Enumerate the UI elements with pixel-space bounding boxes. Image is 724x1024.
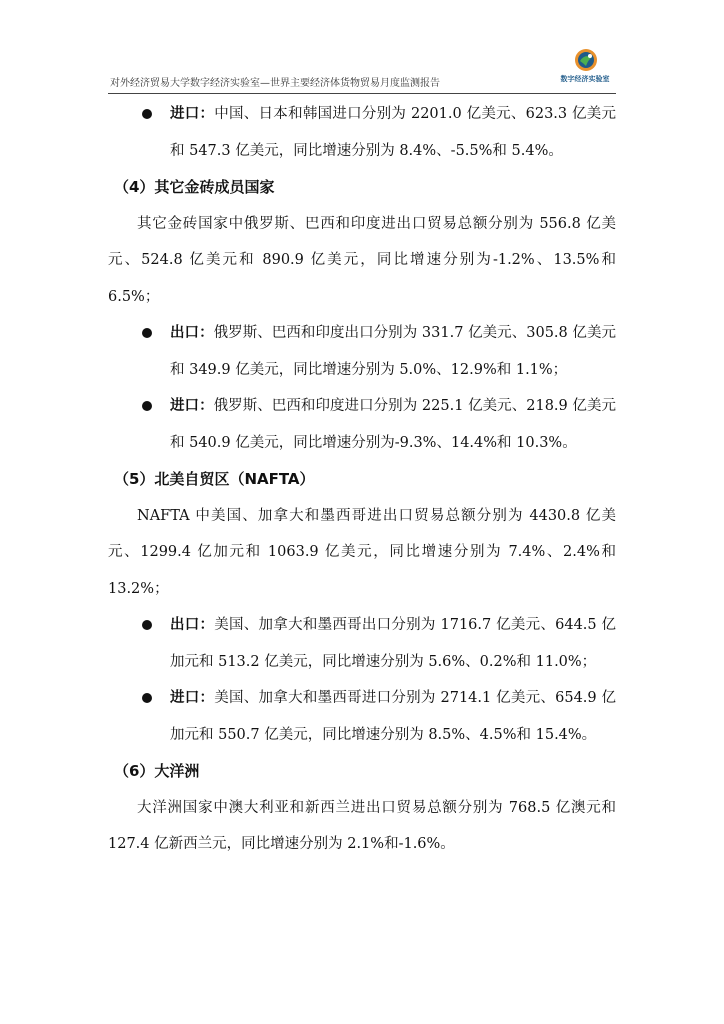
- bullet-text: 俄罗斯、巴西和印度出口分别为 331.7 亿美元、305.8 亿美元和 349.9 亿美元，同比增速分别为 5.0%、12.9%和 1.1%；: [170, 325, 616, 378]
- section-heading-brics: （4）其它金砖成员国家: [114, 178, 275, 196]
- lab-logo: [560, 48, 610, 92]
- bullet-import-brics: [108, 388, 616, 461]
- globe-logo-icon: [574, 48, 598, 72]
- document-body: [108, 96, 616, 863]
- bullet-label: 出口：: [170, 617, 215, 633]
- bullet-import-nafta: [108, 680, 616, 753]
- bullet-label: 进口：: [170, 398, 214, 414]
- bullet-dot-icon: [142, 109, 152, 119]
- paragraph-oceania-total: 大洋洲国家中澳大利亚和新西兰进出口贸易总额分别为 768.5 亿澳元和 127.4 亿新西兰元，同比增速分别为 2.1%和-1.6%。: [108, 799, 616, 852]
- bullet-label: 进口：: [170, 106, 215, 122]
- paragraph-nafta-total: NAFTA 中美国、加拿大和墨西哥进出口贸易总额分别为 4430.8 亿美元、1299.4 亿加元和 1063.9 亿美元，同比增速分别为 7.4%、2.4%和 13.2%；: [108, 507, 616, 597]
- section-heading-oceania: （6）大洋洲: [114, 762, 200, 780]
- bullet-text: 中国、日本和韩国进口分别为 2201.0 亿美元、623.3 亿美元和 547.3 亿美元，同比增速分别为 8.4%、-5.5%和 5.4%。: [170, 106, 617, 159]
- bullet-label: 出口：: [170, 325, 214, 341]
- bullet-import-east-asia: [108, 96, 616, 169]
- bullet-text: 俄罗斯、巴西和印度进口分别为 225.1 亿美元、218.9 亿美元和 540.9 亿美元，同比增速分别为-9.3%、14.4%和 10.3%。: [170, 398, 616, 451]
- header-divider: [108, 93, 616, 94]
- bullet-export-nafta: [108, 607, 616, 680]
- paragraph-brics-total: 其它金砖国家中俄罗斯、巴西和印度进出口贸易总额分别为 556.8 亿美元、524.8 亿美元和 890.9 亿美元，同比增速分别为-1.2%、13.5%和 6.5%；: [108, 215, 616, 305]
- header-title: 对外经济贸易大学数字经济实验室—世界主要经济体货物贸易月度监测报告: [110, 78, 440, 89]
- section-heading-nafta: （5）北美自贸区（NAFTA）: [114, 470, 315, 488]
- page-header: [108, 42, 616, 94]
- bullet-text: 美国、加拿大和墨西哥进口分别为 2714.1 亿美元、654.9 亿加元和 550.7 亿美元，同比增速分别为 8.5%、4.5%和 15.4%。: [170, 690, 617, 743]
- bullet-dot-icon: [142, 328, 152, 338]
- bullet-label: 进口：: [170, 690, 215, 706]
- logo-label: 数字经济实验室: [560, 75, 610, 83]
- bullet-dot-icon: [142, 620, 152, 630]
- bullet-dot-icon: [142, 401, 152, 411]
- bullet-export-brics: [108, 315, 616, 388]
- bullet-text: 美国、加拿大和墨西哥出口分别为 1716.7 亿美元、644.5 亿加元和 513.2 亿美元，同比增速分别为 5.6%、0.2%和 11.0%；: [170, 617, 617, 670]
- bullet-dot-icon: [142, 693, 152, 703]
